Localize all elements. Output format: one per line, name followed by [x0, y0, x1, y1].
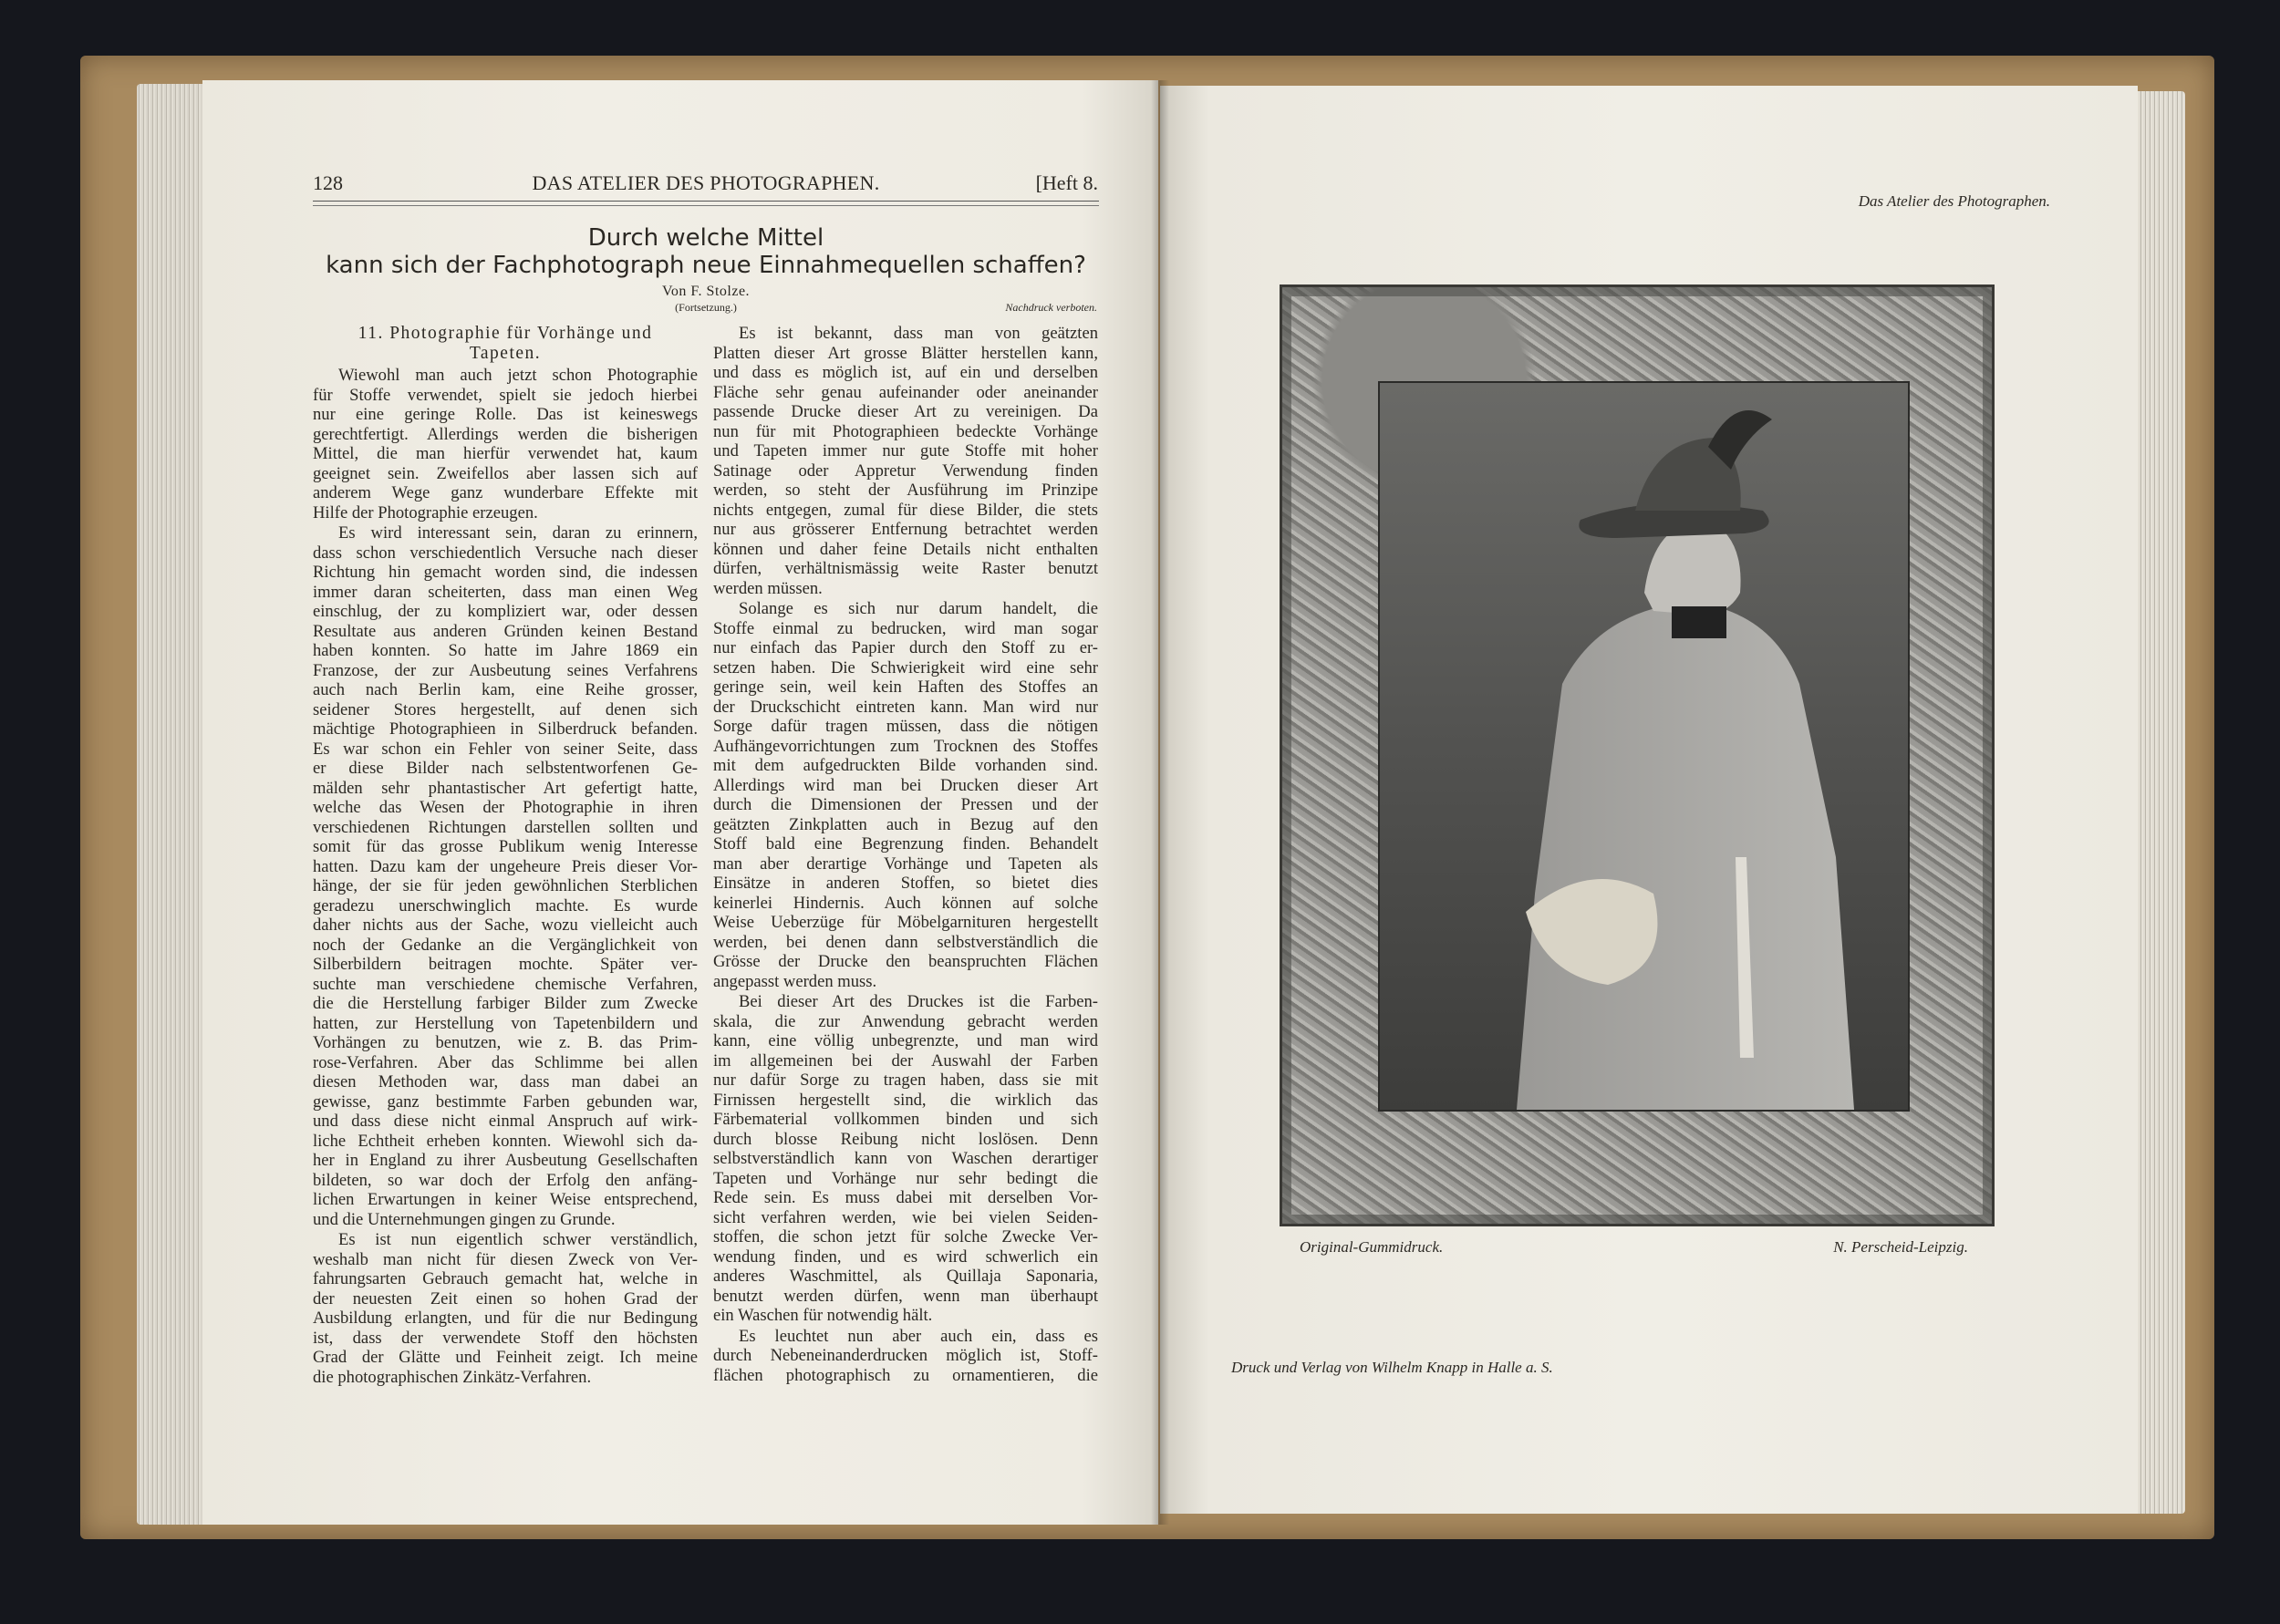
text-line: durch blosse Reibung nicht loslösen. Denn: [713, 1129, 1098, 1149]
text-line: gerechtfertigt. Allerdings werden die bisherigen: [313, 424, 698, 444]
text-line: Färbematerial vollkommen binden und sich: [713, 1110, 1098, 1129]
text-line: diesen Methoden war, dass man dabei an: [313, 1072, 698, 1091]
text-line: Aufhängevorrichtungen zum Trocknen des Stoffes: [713, 736, 1098, 756]
text-line: dass schon verschiedentlich Versuche nach dieser: [313, 543, 698, 563]
text-line: benutzt werden dürfen, wenn man überhaupt: [713, 1286, 1098, 1306]
text-line: gewisse, ganz bestimmte Farben gebunden war,: [313, 1091, 698, 1112]
publisher-imprint: Druck und Verlag von Wilhelm Knapp in Halle a. S.: [1231, 1359, 1553, 1376]
text-line: hänge, der sie für jeden gewöhnlichen Sterblichen: [313, 876, 698, 895]
text-line: geeignet sein. Zweifellos aber lassen sich auf: [313, 463, 698, 483]
text-line: Tapeten und Vorhänge nur sehr bedingt die: [713, 1168, 1098, 1188]
reprint-notice: Nachdruck verboten.: [1005, 301, 1097, 314]
text-line: rose-Verfahren. Aber das Schlimme bei allen: [313, 1052, 698, 1072]
text-line: noch der Gedanke an die Vergänglichkeit von: [313, 935, 698, 955]
text-line: man aber derartige Vorhänge und Tapeten als: [713, 853, 1098, 874]
text-line: mälden sehr phantastischer Art gefertigt hatte,: [313, 778, 698, 798]
text-line: nichts entgegen, zumal für diese Bilder, die stets: [713, 500, 1098, 520]
text-line: stoffen, die schon jetzt für solche Zwecke Ver-: [713, 1227, 1098, 1246]
text-line: nur aus grösserer Entfernung betrachtet werden: [713, 520, 1098, 539]
text-line: anderem Wege ganz wunderbare Effekte mit: [313, 483, 698, 502]
text-line: der Druckschicht eintreten kann. Man wird nur: [713, 697, 1098, 717]
section-heading: [313, 324, 698, 363]
text-line: ein Waschen für notwendig hält.: [713, 1306, 933, 1325]
byline: Von F. Stolze.: [661, 284, 751, 299]
text-line: und dass es möglich ist, auf ein und derselben: [713, 363, 1098, 382]
header-rule: [313, 201, 1099, 206]
text-line: lichen Erwartungen in keiner Weise entsprechend,: [313, 1190, 698, 1209]
text-line: Solange es sich nur darum handelt, die: [739, 599, 1098, 618]
text-line: Es ist nun eigentlich schwer verständlich,: [338, 1230, 698, 1249]
text-line: geätzten Zinkplatten auch in Bezug auf den: [713, 814, 1098, 834]
text-line: die photographischen Zinkätz-Verfahren.: [313, 1367, 592, 1387]
portrait-photograph: [1378, 381, 1910, 1112]
text-line: werden, so steht der Ausführung im Prinzipe: [713, 481, 1098, 500]
text-line: werden, bei denen dann selbstverständlich die: [713, 932, 1098, 952]
plate-caption-technique: Original-Gummidruck.: [1300, 1238, 1444, 1256]
text-line: Einsätze in anderen Stoffen, so bietet dies: [713, 874, 1098, 893]
issue-number: [Heft 8.: [1035, 171, 1098, 194]
text-line: und die Unternehmungen gingen zu Grunde.: [313, 1209, 616, 1229]
paragraph: [713, 324, 1098, 598]
text-line: Hilfe der Photographie erzeugen.: [313, 502, 538, 522]
paragraph: [313, 366, 698, 522]
text-column-1: [313, 324, 698, 1387]
text-line: geradezu unerschwinglich machte. Es wurde: [313, 895, 698, 915]
text-column-2: [713, 324, 1098, 1385]
page-edges-right: [2134, 91, 2185, 1514]
page-number: 128: [313, 171, 343, 194]
text-line: selbstverständlich kann von Waschen derartiger: [713, 1149, 1098, 1168]
text-line: einschlug, der zu kompliziert war, oder dessen: [313, 602, 698, 621]
text-line: Weise Ueberzüge für Möbelgarnituren hergestellt: [713, 913, 1098, 932]
text-line: Satinage oder Appretur Verwendung finden: [713, 460, 1098, 481]
text-line: suchte man verschiedene chemische Verfahren,: [313, 974, 698, 994]
text-line: nun für mit Photographieen bedeckte Vorhänge: [713, 421, 1098, 441]
paragraph: [713, 992, 1098, 1326]
paragraph: [713, 599, 1098, 991]
text-line: Es ist bekannt, dass man von geätzten: [739, 324, 1098, 343]
text-line: verschiedenen Richtungen darstellen sollten und: [313, 817, 698, 837]
text-line: nur dafür Sorge zu tragen haben, dass sie mit: [713, 1071, 1098, 1090]
text-line: für Stoffe verwendet, spielt sie jedoch hierbei: [313, 385, 698, 405]
text-line: angepasst werden muss.: [713, 971, 877, 991]
text-line: Ausbildung erlangten, und für die nur Bedingung: [313, 1309, 698, 1328]
text-line: die die Herstellung farbiger Bilder zum Zwecke: [313, 994, 698, 1013]
text-line: Stoffe einmal zu bedrucken, wird man sogar: [713, 618, 1098, 638]
text-line: immer daran scheiterten, dass man einen Weg: [313, 582, 698, 602]
text-line: seidener Stores hergestellt, auf denen sich: [313, 699, 698, 719]
text-line: skala, die zur Anwendung gebracht werden: [713, 1011, 1098, 1031]
text-line: Allerdings wird man bei Drucken dieser Art: [713, 775, 1098, 795]
text-line: werden müssen.: [713, 578, 823, 598]
text-line: flächen photographisch zu ornamentieren, die: [713, 1365, 1098, 1385]
text-line: mit dem aufgedruckten Bilde vorhanden sind.: [713, 756, 1098, 775]
text-line: Rede sein. Es muss dabei mit derselben Vor-: [713, 1188, 1098, 1207]
text-line: und dass diese nicht einmal Anspruch auf wirk-: [313, 1112, 698, 1131]
section-heading-line: Tapeten.: [469, 343, 542, 363]
text-line: Es wird interessant sein, daran zu erinnern,: [338, 523, 698, 543]
text-line: daher nichts aus der Sache, wozu vielleicht auch: [313, 915, 698, 935]
paragraph: [713, 1327, 1098, 1386]
text-line: mächtige Photographieen in Silberdruck befanden.: [313, 719, 698, 739]
text-line: Vorhängen zu benutzen, wie z. B. das Prim-: [313, 1033, 698, 1052]
text-line: keinerlei Hindernis. Auch können auf solche: [713, 893, 1098, 913]
book-gutter: [1151, 80, 1169, 1525]
text-line: her in England zu ihrer Ausbeutung Gesellschaften: [313, 1151, 698, 1170]
text-line: Firnissen hergestellt sind, die wirklich das: [713, 1090, 1098, 1110]
text-line: Es leuchtet nun aber auch ein, dass es: [739, 1326, 1098, 1346]
text-line: kann, eine völlig unbegrenzte, und man wird: [713, 1031, 1098, 1050]
text-line: Platten dieser Art grosse Blätter herstellen kann,: [713, 343, 1098, 363]
text-line: Franzose, der zur Ausbeutung seines Verfahrens: [313, 660, 698, 680]
text-line: Mittel, die man hierfür verwendet hat, kaum: [313, 444, 698, 463]
text-line: Richtung hin gemacht worden sind, die indessen: [313, 563, 698, 582]
text-line: passende Drucke dieser Art zu vereinigen. Da: [713, 402, 1098, 421]
text-line: können und daher feine Details nicht enthalten: [713, 539, 1098, 559]
text-line: nur einfach das Papier durch den Stoff zu er-: [713, 638, 1098, 657]
text-line: welche das Wesen der Photographie in ihren: [313, 798, 698, 817]
section-heading-line: 11. Photographie für Vorhänge und: [358, 324, 653, 343]
portrait-figure-image: [1380, 383, 1908, 1110]
text-line: Grösse der Drucke den beanspruchten Flächen: [713, 952, 1098, 971]
text-line: Grad der Glätte und Feinheit zeigt. Ich meine: [313, 1348, 698, 1367]
text-line: Es war schon ein Fehler von seiner Seite, dass: [313, 739, 698, 759]
text-line: Sorge dafür tragen müssen, dass die nötigen: [713, 717, 1098, 736]
text-line: geringe sein, weil kein Haften des Stoffes an: [713, 678, 1098, 697]
text-line: durch Nebeneinanderdrucken möglich ist, Stoff-: [713, 1346, 1098, 1365]
text-line: anderes Waschmittel, als Quillaja Saponaria,: [713, 1267, 1098, 1286]
plate-caption-photographer: N. Perscheid-Leipzig.: [1833, 1238, 1968, 1256]
text-line: bildeten, so war doch der Erfolg den anfäng-: [313, 1170, 698, 1190]
text-line: setzen haben. Die Schwierigkeit wird eine sehr: [713, 657, 1098, 678]
text-line: im allgemeinen bei der Auswahl der Farben: [713, 1050, 1098, 1071]
text-line: der neuesten Zeit einen so hohen Grad der: [313, 1288, 698, 1309]
running-header: DAS ATELIER DES PHOTOGRAPHEN.: [532, 171, 880, 194]
text-line: liche Echtheit erheben konnten. Wiewohl sich da-: [313, 1131, 698, 1151]
text-line: Resultate aus anderen Gründen keinen Bestand: [313, 621, 698, 641]
text-line: Bei dieser Art des Druckes ist die Farben-: [739, 992, 1098, 1011]
text-line: ist, dass der verwendete Stoff den höchsten: [313, 1328, 698, 1348]
text-line: wendung finden, und es wird schwerlich ein: [713, 1246, 1098, 1267]
text-line: auch nach Berlin kam, eine Reihe grosser,: [313, 680, 698, 699]
text-line: durch die Dimensionen der Pressen und der: [713, 795, 1098, 814]
continuation-note: (Fortsetzung.): [675, 301, 737, 314]
text-line: sicht verfahren werden, wie bei vielen Seiden-: [713, 1207, 1098, 1227]
text-line: hatten. Dazu kam der ungeheure Preis dieser Vor-: [313, 856, 698, 876]
text-line: Stoff bald eine Begrenzung finden. Behandelt: [713, 834, 1098, 853]
text-line: dürfen, verhältnismässig weite Raster benutzt: [713, 559, 1098, 578]
text-line: weshalb man nicht für diesen Zweck von Ver-: [313, 1249, 698, 1269]
text-line: und Tapeten immer nur gute Stoffe mit hoher: [713, 441, 1098, 460]
page-edges-left: [137, 84, 206, 1525]
text-line: er diese Bilder nach selbstentworfenen Ge-: [313, 759, 698, 778]
text-line: Fläche sehr genau aufeinander oder aneinander: [713, 382, 1098, 402]
paragraph: [313, 1230, 698, 1387]
text-line: somit für das grosse Publikum wenig Interesse: [313, 837, 698, 856]
text-line: hatten, zur Herstellung von Tapetenbildern und: [313, 1013, 698, 1033]
text-line: fahrungsarten Gebrauch gemacht hat, welche in: [313, 1269, 698, 1288]
article-title-line-2: kann sich der Fachphotograph neue Einnahmequellen schaffen?: [326, 252, 1086, 279]
paragraph: [313, 523, 698, 1229]
text-line: haben konnten. So hatte im Jahre 1869 ein: [313, 641, 698, 660]
article-title-line-1: Durch welche Mittel: [587, 224, 824, 252]
text-line: Wiewohl man auch jetzt schon Photographie: [338, 366, 698, 385]
plate-running-header: Das Atelier des Photographen.: [1858, 192, 2050, 210]
text-line: Silberbildern beitragen mochte. Später ver-: [313, 955, 698, 974]
text-line: nur eine geringe Rolle. Das ist keineswegs: [313, 405, 698, 424]
